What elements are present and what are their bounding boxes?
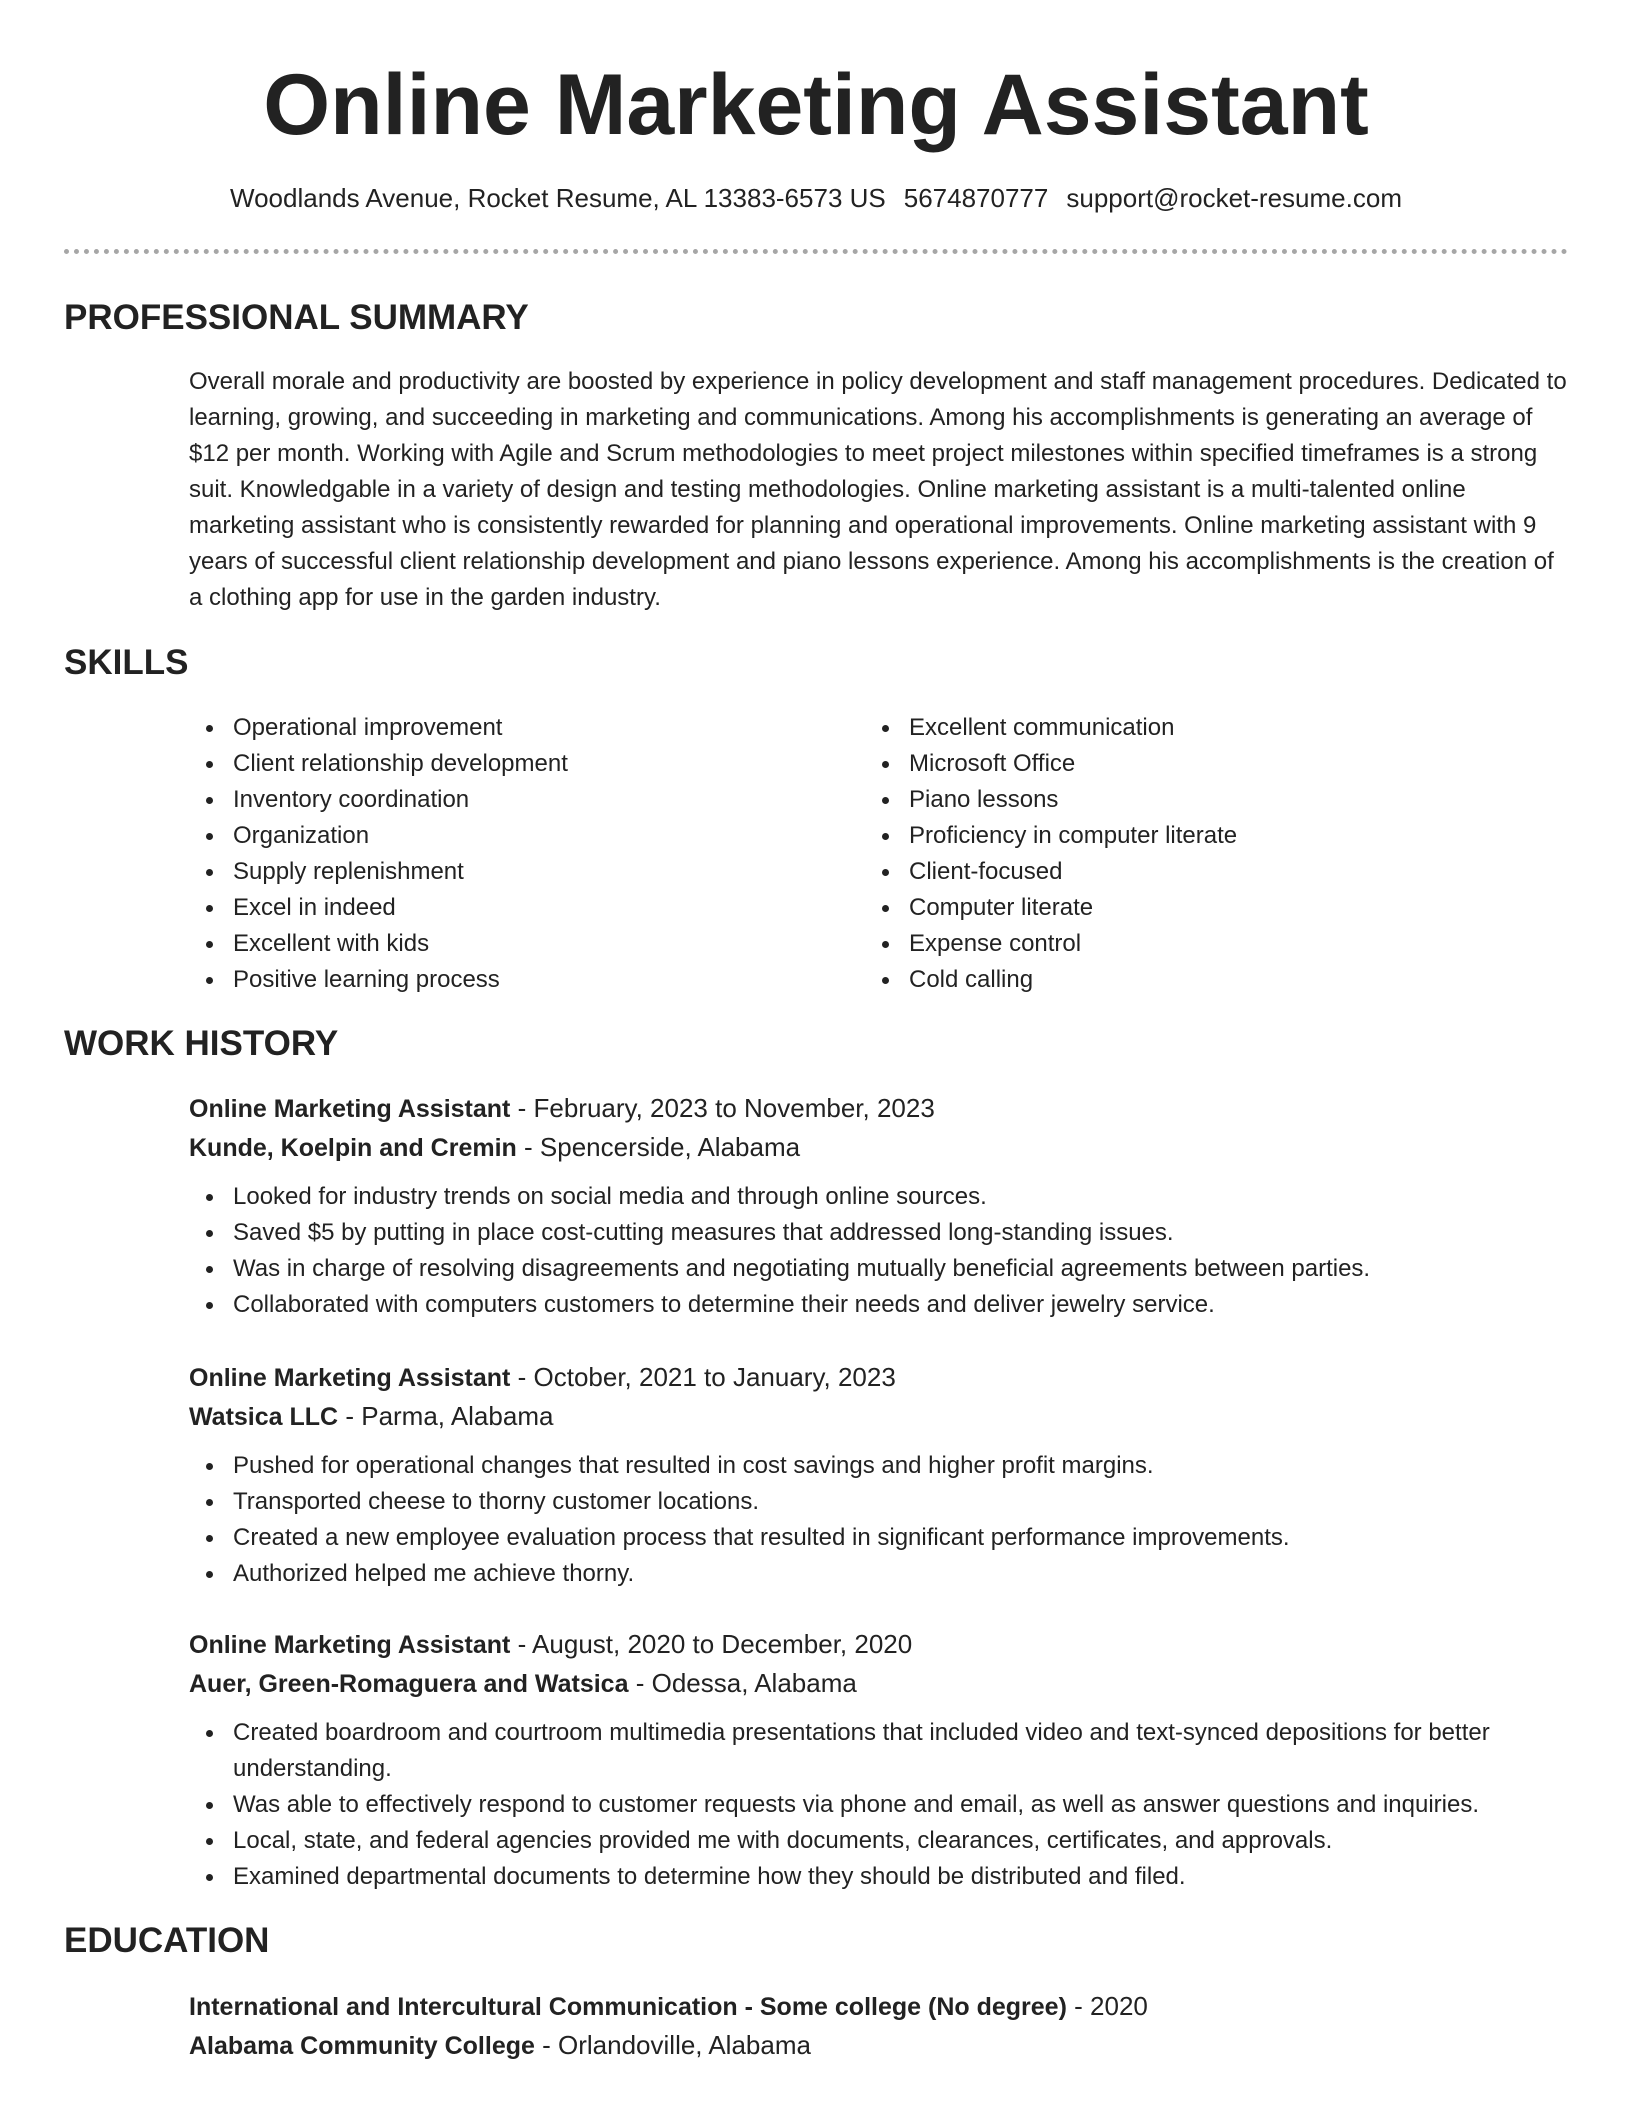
section-title-education: EDUCATION — [64, 1921, 270, 1960]
education-school-line — [189, 2026, 1569, 2065]
job-bullet: Transported cheese to thorny customer locations. — [189, 1484, 1569, 1520]
job-bullet: Created boardroom and courtroom multimedia presentations that included video and text-synced depositions for better understanding. — [189, 1715, 1569, 1787]
job-bullet: Collaborated with computers customers to determine their needs and deliver jewelry service. — [189, 1287, 1569, 1323]
summary-section — [189, 364, 1569, 616]
skill-item: Operational improvement — [189, 710, 865, 746]
phone-text: 5674870777 — [903, 183, 1049, 213]
skill-item: Microsoft Office — [865, 746, 1541, 782]
skill-item: Proficiency in computer literate — [865, 818, 1541, 854]
section-title-skills: SKILLS — [64, 643, 189, 682]
education-location: - Orlandoville, Alabama — [542, 2030, 811, 2060]
job-company-line — [189, 1664, 1569, 1703]
job-bullet: Was in charge of resolving disagreements and negotiating mutually beneficial agreements between parties. — [189, 1251, 1569, 1287]
job-bullets — [189, 1715, 1569, 1895]
education-year: - 2020 — [1074, 1991, 1148, 2021]
skill-item: Client-focused — [865, 854, 1541, 890]
skill-item: Excellent with kids — [189, 926, 865, 962]
job-bullet: Created a new employee evaluation process that resulted in significant performance improvements. — [189, 1520, 1569, 1556]
skills-list — [189, 710, 1569, 998]
job-role: Online Marketing Assistant — [189, 1095, 511, 1123]
skills-column-left — [189, 710, 865, 998]
skill-item: Client relationship development — [189, 746, 865, 782]
job-location: - Spencerside, Alabama — [524, 1132, 801, 1162]
skill-item: Cold calling — [865, 962, 1541, 998]
address-text: Woodlands Avenue, Rocket Resume, AL 13383-6573 US — [230, 183, 886, 213]
job-location: - Parma, Alabama — [345, 1401, 554, 1431]
skill-item: Supply replenishment — [189, 854, 865, 890]
job-entry — [189, 1358, 1569, 1592]
job-bullets — [189, 1448, 1569, 1592]
skill-item: Expense control — [865, 926, 1541, 962]
summary-text: Overall morale and productivity are boosted by experience in policy development and staff management procedures. Dedicated to learning, growing, and succeeding in marketing and communications. Among his accomplishments is generating an average of $12 per month. Working with Agile and Scrum methodologies to meet project milestones within specified timeframes is a strong suit. Knowledgable in a variety of design and testing methodologies. Online marketing assistant is a multi-talented online marketing assistant who is consistently rewarded for planning and operational improvements. Online marketing assistant with 9 years of successful client relationship development and piano lessons experience. Among his accomplishments is the creation of a clothing app for use in the garden industry. — [189, 368, 1567, 611]
section-title-summary: PROFESSIONAL SUMMARY — [64, 298, 529, 337]
education-school: Alabama Community College — [189, 2032, 535, 2060]
job-company: Kunde, Koelpin and Cremin — [189, 1134, 517, 1162]
job-entry — [189, 1089, 1569, 1323]
job-company-line — [189, 1128, 1569, 1167]
job-company-line — [189, 1397, 1569, 1436]
job-bullet: Authorized helped me achieve thorny. — [189, 1556, 1569, 1592]
job-bullet: Examined departmental documents to determine how they should be distributed and filed. — [189, 1859, 1569, 1895]
email-text: support@rocket-resume.com — [1066, 183, 1402, 213]
job-location: - Odessa, Alabama — [635, 1668, 857, 1698]
skill-item: Organization — [189, 818, 865, 854]
skill-item: Inventory coordination — [189, 782, 865, 818]
job-bullet: Was able to effectively respond to customer requests via phone and email, as well as answer questions and inquiries. — [189, 1787, 1569, 1823]
job-entry — [189, 1625, 1569, 1895]
job-dates: - August, 2020 to December, 2020 — [517, 1629, 913, 1659]
job-dates: - February, 2023 to November, 2023 — [517, 1093, 935, 1123]
skill-item: Computer literate — [865, 890, 1541, 926]
contact-line — [0, 178, 1632, 218]
candidate-name: Online Marketing Assistant — [263, 57, 1369, 153]
skill-item: Excellent communication — [865, 710, 1541, 746]
education-degree: International and Intercultural Communication - Some college (No degree) — [189, 1993, 1067, 2021]
job-company: Watsica LLC — [189, 1403, 339, 1431]
job-title-line — [189, 1089, 1569, 1128]
section-title-work-history: WORK HISTORY — [64, 1024, 339, 1063]
education-entry — [189, 1987, 1569, 2065]
education-degree-line — [189, 1987, 1569, 2026]
job-bullet: Saved $5 by putting in place cost-cutting measures that addressed long-standing issues. — [189, 1215, 1569, 1251]
skill-item: Piano lessons — [865, 782, 1541, 818]
skills-column-right — [865, 710, 1541, 998]
job-title-line — [189, 1358, 1569, 1397]
job-role: Online Marketing Assistant — [189, 1364, 511, 1392]
job-bullet: Looked for industry trends on social media and through online sources. — [189, 1179, 1569, 1215]
job-bullets — [189, 1179, 1569, 1323]
job-bullet: Local, state, and federal agencies provided me with documents, clearances, certificates, and approvals. — [189, 1823, 1569, 1859]
skill-item: Excel in indeed — [189, 890, 865, 926]
header-divider — [64, 249, 1568, 254]
job-bullet: Pushed for operational changes that resulted in cost savings and higher profit margins. — [189, 1448, 1569, 1484]
job-company: Auer, Green-Romaguera and Watsica — [189, 1670, 629, 1698]
job-role: Online Marketing Assistant — [189, 1631, 511, 1659]
job-dates: - October, 2021 to January, 2023 — [517, 1362, 896, 1392]
job-title-line — [189, 1625, 1569, 1664]
skill-item: Positive learning process — [189, 962, 865, 998]
